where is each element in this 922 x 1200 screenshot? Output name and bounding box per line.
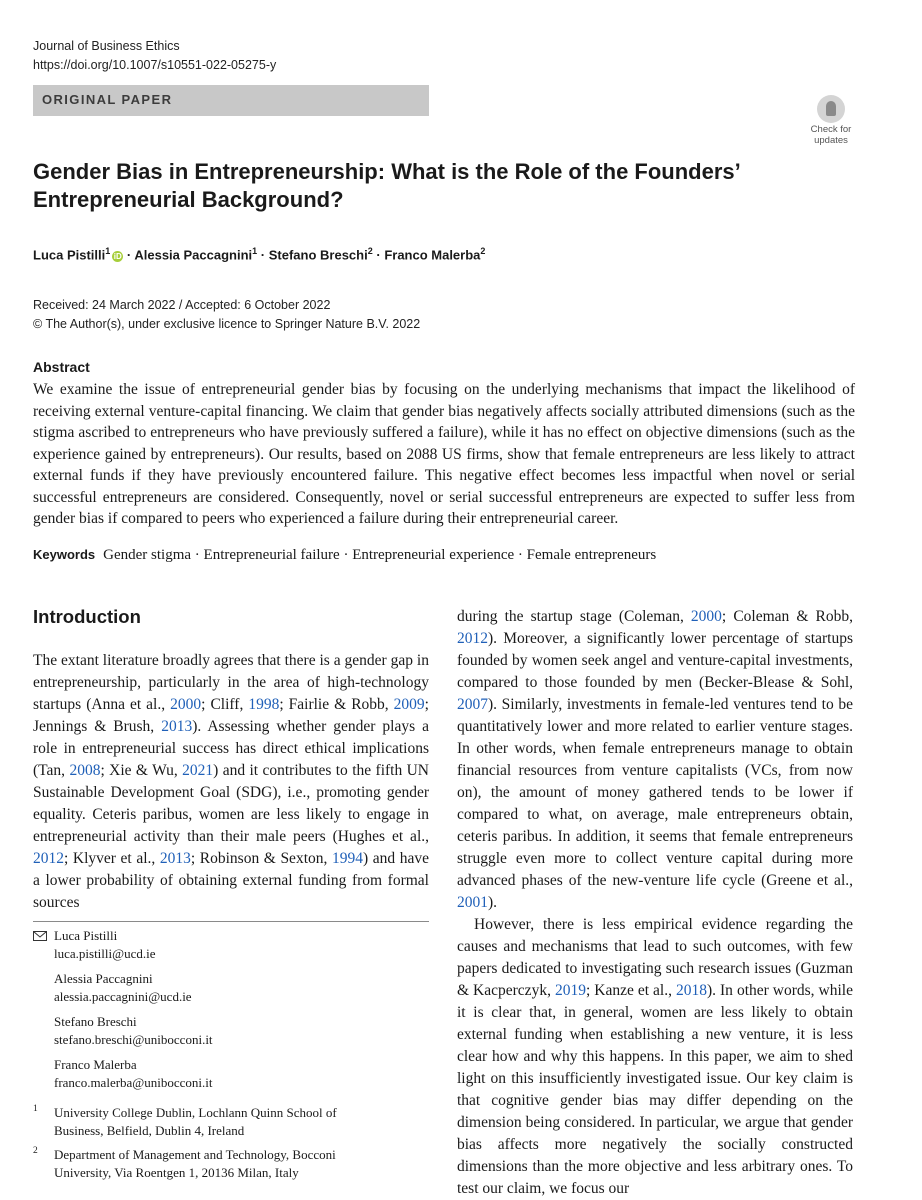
author-name[interactable]: Alessia Paccagnini <box>134 247 253 263</box>
paragraph-text: However, there is less empirical evidence regarding the causes and mechanisms that lead to such outcomes, with few papers dedicated to investigating such research issues (Guzman & Kacperczyk, <box>457 916 853 999</box>
section-heading-introduction: Introduction <box>33 606 141 627</box>
paragraph-text: ). <box>488 894 498 911</box>
bookmark-icon <box>817 95 845 123</box>
author-affil-marker: 1 <box>252 246 258 256</box>
contact-name: Franco Malerba <box>54 1057 137 1072</box>
contact-entry <box>54 1013 213 1048</box>
author-separator: · <box>126 247 135 263</box>
paragraph-text: ; Xie & Wu, <box>100 762 183 779</box>
contact-email[interactable]: alessia.paccagnini@ucd.ie <box>54 988 192 1004</box>
paragraph-text: ; Coleman & Robb, <box>721 608 853 625</box>
citation-link[interactable]: 2013 <box>159 850 191 867</box>
envelope-icon <box>33 931 47 941</box>
author-name[interactable]: Stefano Breschi <box>268 247 368 263</box>
article-title: Gender Bias in Entrepreneurship: What is the Role of the Founders’ Entrepreneurial Background? <box>33 159 740 212</box>
received-accepted-dates: Received: 24 March 2022 / Accepted: 6 October 2022 <box>33 298 331 312</box>
paragraph-text: ). Moreover, a significantly lower percentage of startups founded by women seek angel and venture-capital investments, compared to those founded by men (Becker-Blease & Sohl, <box>457 630 853 691</box>
author-separator: · <box>260 247 269 263</box>
citation-link[interactable]: 2012 <box>457 630 488 647</box>
author-name[interactable]: Luca Pistilli <box>33 247 106 263</box>
publication-dates <box>33 296 420 334</box>
affiliation-number: 1 <box>33 1104 38 1114</box>
author-affil-marker: 1 <box>105 246 111 256</box>
citation-link[interactable]: 2007 <box>457 696 488 713</box>
author-affil-marker: 2 <box>480 246 486 256</box>
paragraph-text: ; Klyver et al., <box>64 850 160 867</box>
author-name[interactable]: Franco Malerba <box>384 247 481 263</box>
keywords-label: Keywords <box>33 547 96 562</box>
citation-link[interactable]: 2012 <box>33 850 64 867</box>
orcid-icon[interactable]: iD <box>113 252 122 262</box>
paragraph-text: ). Assessing whether gender plays a role in entrepreneurial success has direct ethical implications (Tan, <box>33 718 429 779</box>
intro-paragraph-1 <box>33 650 429 914</box>
citation-link[interactable]: 1998 <box>248 696 280 713</box>
affiliation-number: 2 <box>33 1146 38 1156</box>
copyright-notice: © The Author(s), under exclusive licence to Springer Nature B.V. 2022 <box>33 317 421 331</box>
intro-paragraph-2 <box>457 914 853 1200</box>
paragraph-text: ). In other words, while it is clear that, in general, women are less likely to obtain external funding when establishing a new venture, it is less clear how and why this happens. In this paper, we aim to shed light on this insufficiently investigated issue. Our key claim is that cognitive gender bias may differ depending on the dimension being considered. In particular, we argue that gender bias affects more negatively the socially constructed dimensions than the more objective and less arbitrary ones. To test our claim, we focus our <box>457 982 853 1197</box>
contact-name: Stefano Breschi <box>54 1014 137 1029</box>
affiliation-text: Department of Management and Technology, Bocconi University, Via Roentgen 1, 20136 Milan, Italy <box>54 1147 336 1180</box>
keywords-line <box>33 547 873 564</box>
paragraph-text: ; Cliff, <box>201 696 249 713</box>
citation-link[interactable]: 2021 <box>182 762 214 779</box>
keywords-list: Gender stigma · Entrepreneurial failure · Entrepreneurial experience · Female entrepreneurs <box>103 547 657 563</box>
contact-email[interactable]: luca.pistilli@ucd.ie <box>54 945 156 961</box>
affiliation-text: University College Dublin, Lochlann Quinn School of Business, Belfield, Dublin 4, Ireland <box>54 1105 337 1138</box>
contact-name: Luca Pistilli <box>54 928 118 943</box>
doi-link[interactable]: https://doi.org/10.1007/s10551-022-05275-y <box>33 58 277 72</box>
paragraph-text: ) and have a lower probability of obtaining external funding from formal sources <box>33 850 429 911</box>
paragraph-text: ; Robinson & Sexton, <box>190 850 332 867</box>
journal-name: Journal of Business Ethics <box>33 39 180 53</box>
paragraph-text: ). Similarly, investments in female-led ventures tend to be quantitatively lower and more related to earlier venture stages. In other words, when female entrepreneurs manage to obtain financial resources from venture capitalists (VCs, from now on), the amount of money gathered tends to be lower if compared to what, on average, male entrepreneurs obtain, ceteris paribus. In addition, it seems that female entrepreneurs struggle even more to collect venture capital during more advanced phases of the new-venture life cycle (Greene et al., <box>457 696 853 889</box>
abstract-body: We examine the issue of entrepreneurial gender bias by focusing on the underlying mechanisms that impact the likelihood of receiving external venture-capital financing. We claim that gender bias negatively affects socially attributed dimensions (such as the stigma ascribed to entrepreneurs who have previously suffered a failure), while it has no effect on objective dimensions (such as the experience gained by entrepreneurs). Our results, based on 2088 US firms, show that female entrepreneurs are less likely to attract external funds if they have previously encountered failure. This negative effect becomes less impactful when novel or serial successful entrepreneurs are considered. Consequently, novel or serial successful entrepreneurs are expected to suffer less from gender bias if compared to peers who experienced a failure during their entrepreneurial career. <box>33 381 855 527</box>
contact-entry <box>54 1056 213 1091</box>
paragraph-text: The extant literature broadly agrees that there is a gender gap in entrepreneurship, particularly in the area of high-technology startups (Anna et al., <box>33 652 429 713</box>
article-type-bar <box>33 85 429 116</box>
author-separator: · <box>376 247 385 263</box>
paragraph-text: during the startup stage (Coleman, <box>457 608 691 625</box>
author-list <box>33 246 485 262</box>
footnote-divider <box>33 921 429 922</box>
paragraph-text: ; Jennings & Brush, <box>33 696 429 735</box>
author-affil-marker: 2 <box>367 246 373 256</box>
citation-link[interactable]: 1994 <box>331 850 363 867</box>
intro-paragraph-continued <box>457 606 853 914</box>
citation-link[interactable]: 2008 <box>69 762 101 779</box>
journal-header <box>33 37 276 75</box>
paragraph-text: ; Kanze et al., <box>585 982 676 999</box>
citation-link[interactable]: 2001 <box>457 894 488 911</box>
right-column <box>457 606 853 1200</box>
citation-link[interactable]: 2000 <box>690 608 722 625</box>
paragraph-text: ; Fairlie & Robb, <box>279 696 394 713</box>
citation-link[interactable]: 2019 <box>554 982 586 999</box>
contact-name: Alessia Paccagnini <box>54 971 153 986</box>
article-type-label: ORIGINAL PAPER <box>42 92 173 107</box>
left-column <box>33 650 429 914</box>
citation-link[interactable]: 2009 <box>393 696 425 713</box>
citation-link[interactable]: 2000 <box>170 696 202 713</box>
contact-entry <box>54 970 192 1005</box>
contact-email[interactable]: franco.malerba@unibocconi.it <box>54 1074 213 1090</box>
contact-entry <box>54 927 156 962</box>
citation-link[interactable]: 2018 <box>675 982 707 999</box>
citation-link[interactable]: 2013 <box>161 718 193 735</box>
abstract-heading: Abstract <box>33 359 90 375</box>
contact-email[interactable]: stefano.breschi@unibocconi.it <box>54 1031 213 1047</box>
check-for-updates-button[interactable] <box>807 95 855 145</box>
paragraph-text: ) and it contributes to the fifth UN Sustainable Development Goal (SDG), i.e., promoting gender equality. Ceteris paribus, women are less likely to engage in entrepreneurial activity than their male peers (Hughes et al., <box>33 762 429 845</box>
check-for-updates-label: Check for updates <box>810 124 852 146</box>
